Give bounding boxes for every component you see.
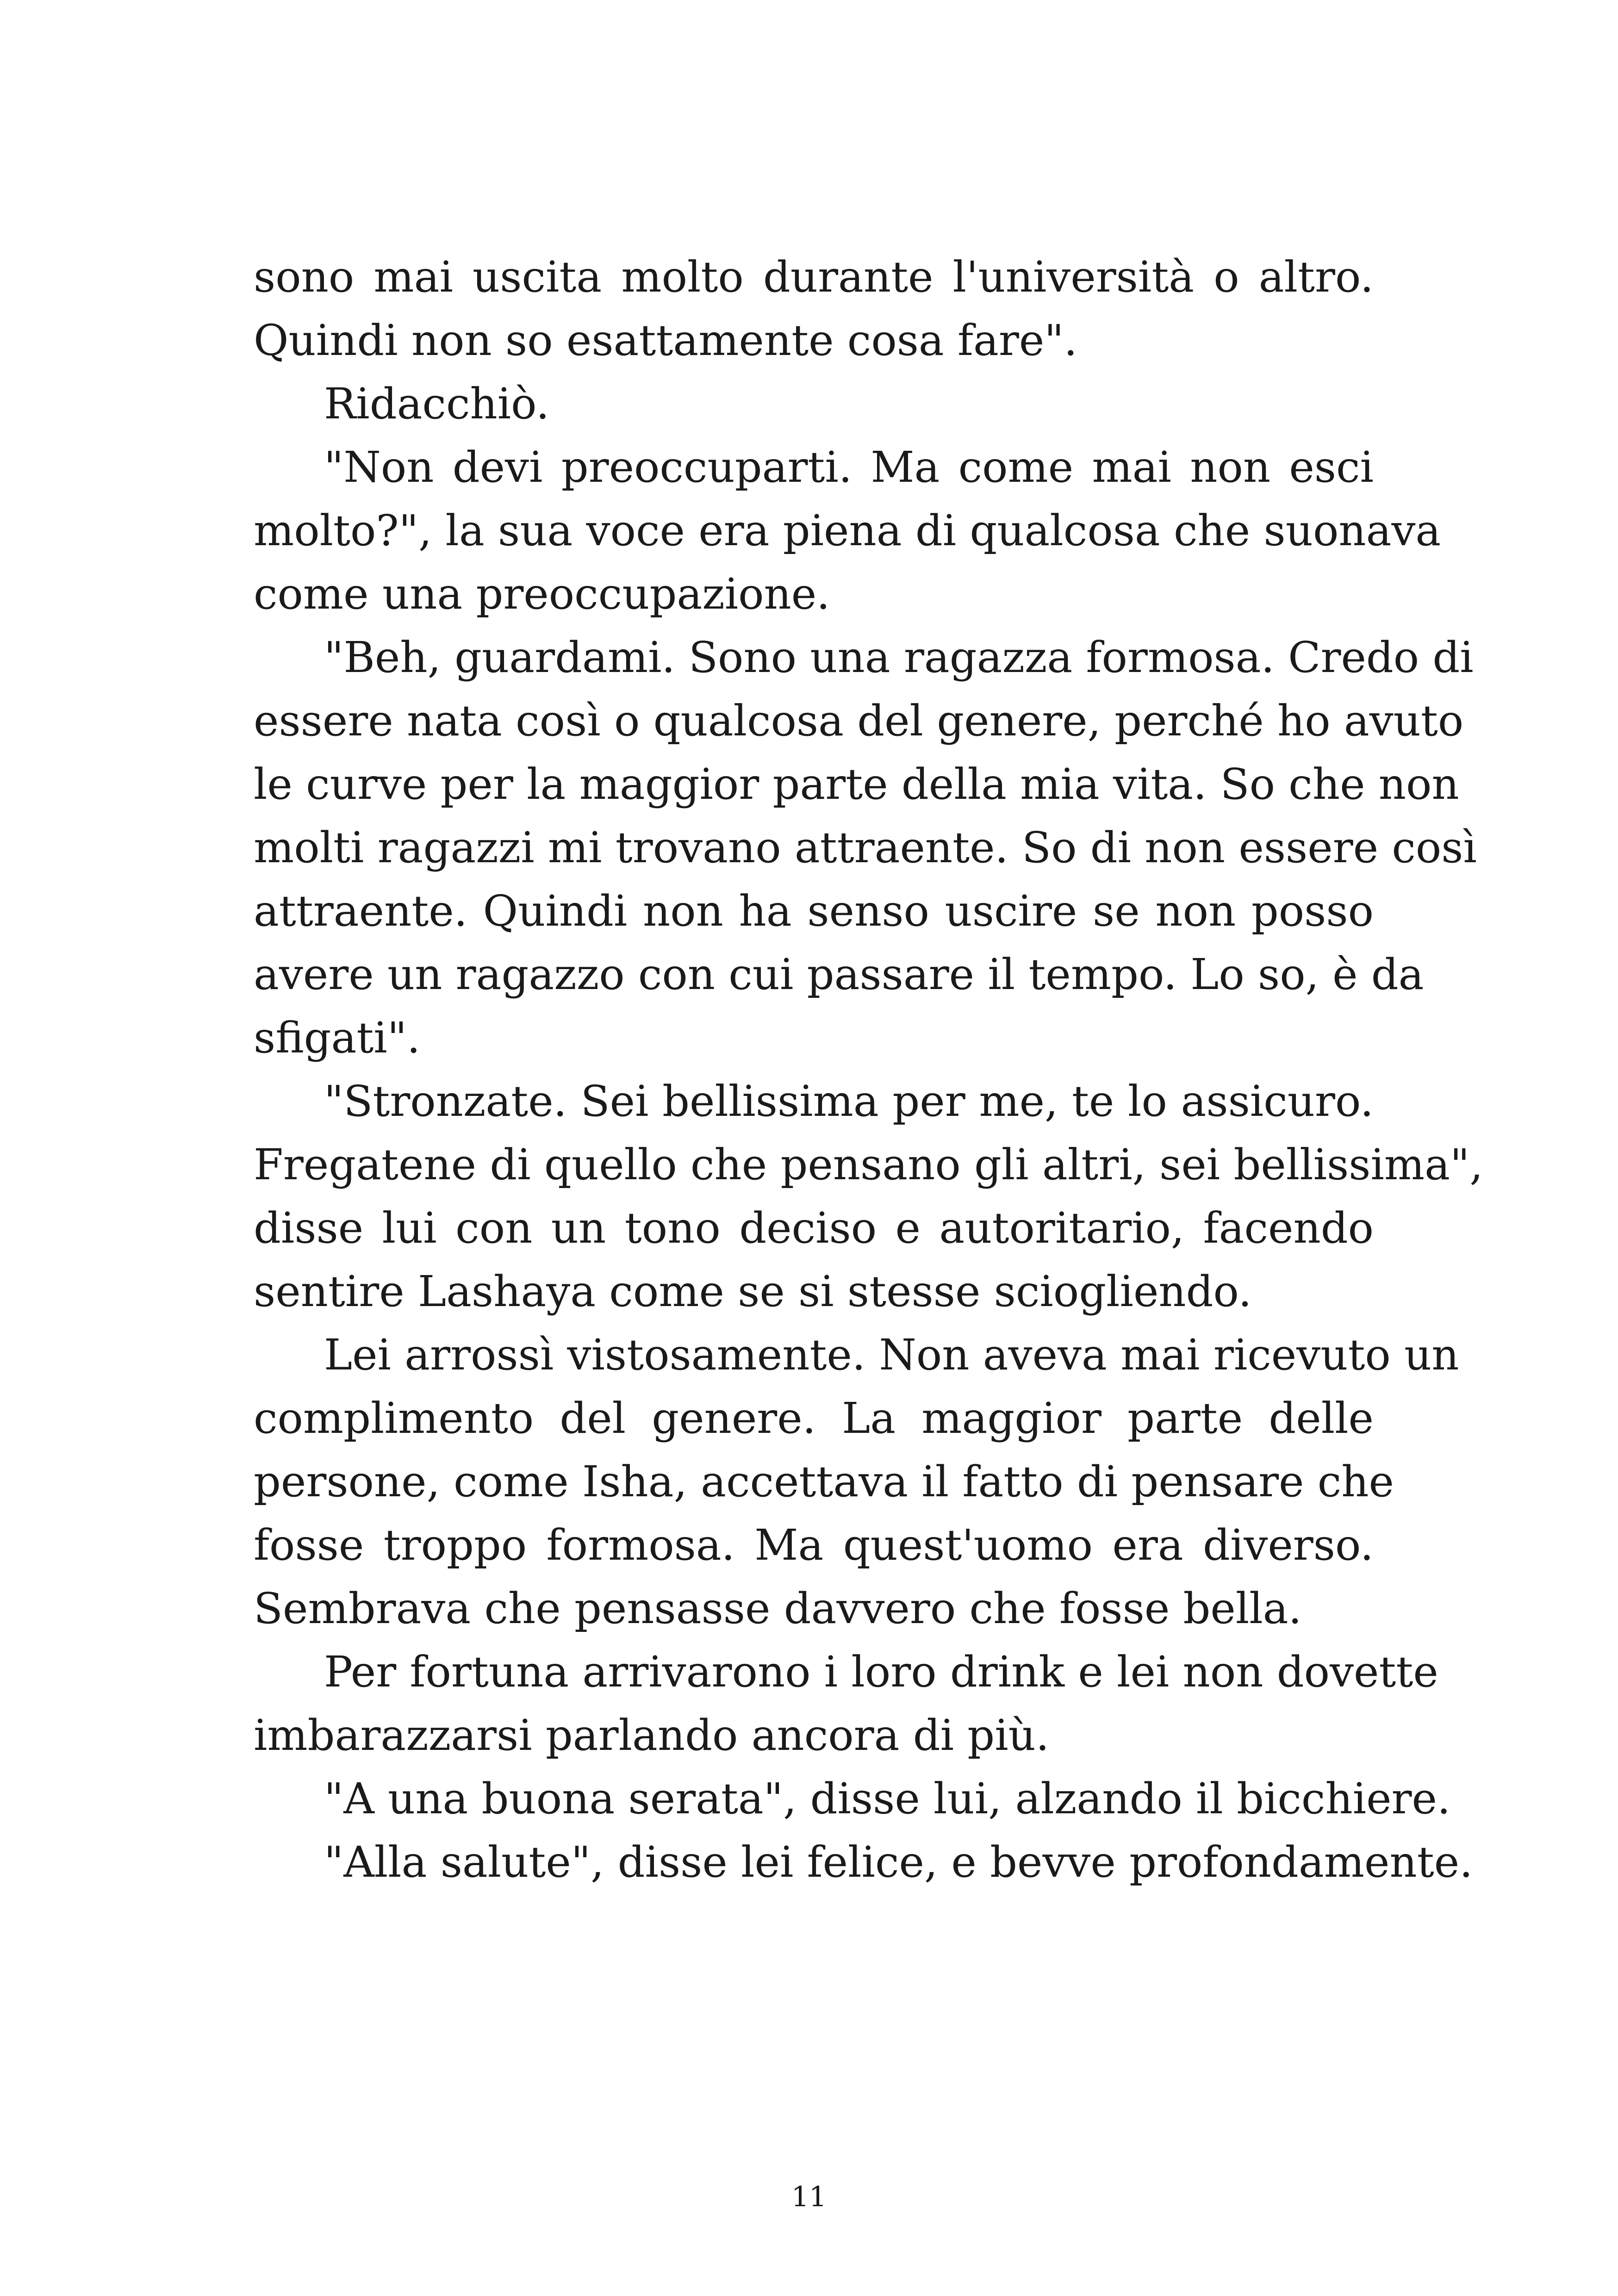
text-line: sentire Lashaya come se si stesse sciogliendo. [254, 1267, 1252, 1316]
text-line: Per fortuna arrivarono i loro drink e lei non dovette [324, 1647, 1438, 1697]
text-line: "Stronzate. Sei bellissima per me, te lo assicuro. [324, 1076, 1374, 1126]
page-number: 11 [791, 2181, 827, 2213]
text-line: disse lui con un tono deciso e autoritario, facendo [254, 1203, 1374, 1253]
text-line: imbarazzarsi parlando ancora di più. [254, 1711, 1050, 1760]
text-line: "Alla salute", disse lei felice, e bevve profondamente. [324, 1837, 1473, 1887]
text-line: sfigati". [254, 1013, 421, 1063]
text-line: fosse troppo formosa. Ma quest'uomo era diverso. [254, 1520, 1374, 1570]
body-text [254, 245, 1483, 1894]
text-line: sono mai uscita molto durante l'università o altro. [254, 252, 1374, 302]
text-line: molto?", la sua voce era piena di qualcosa che suonava [254, 506, 1441, 555]
text-line: Sembrava che pensasse davvero che fosse bella. [254, 1584, 1302, 1633]
text-line: avere un ragazzo con cui passare il tempo. Lo so, è da [254, 950, 1424, 999]
text-line: "A una buona serata", disse lui, alzando il bicchiere. [324, 1774, 1451, 1823]
text-line: persone, come Isha, accettava il fatto di pensare che [254, 1457, 1394, 1506]
text-line: Fregatene di quello che pensano gli altri, sei bellissima", [254, 1140, 1483, 1189]
text-line: molti ragazzi mi trovano attraente. So di non essere così [254, 823, 1477, 872]
text-line: come una preoccupazione. [254, 569, 830, 619]
text-line: Ridacchiò. [324, 379, 550, 429]
text-line: "Non devi preoccuparti. Ma come mai non esci [324, 442, 1374, 492]
text-line: essere nata così o qualcosa del genere, perché ho avuto [254, 696, 1464, 746]
text-line: Lei arrossì vistosamente. Non aveva mai ricevuto un [324, 1330, 1459, 1380]
text-line: complimento del genere. La maggior parte delle [254, 1394, 1374, 1443]
text-line: "Beh, guardami. Sono una ragazza formosa. Credo di [324, 633, 1474, 682]
text-line: le curve per la maggior parte della mia vita. So che non [254, 759, 1459, 809]
text-line: attraente. Quindi non ha senso uscire se non posso [254, 886, 1374, 936]
text-line: Quindi non so esattamente cosa fare". [254, 316, 1077, 365]
